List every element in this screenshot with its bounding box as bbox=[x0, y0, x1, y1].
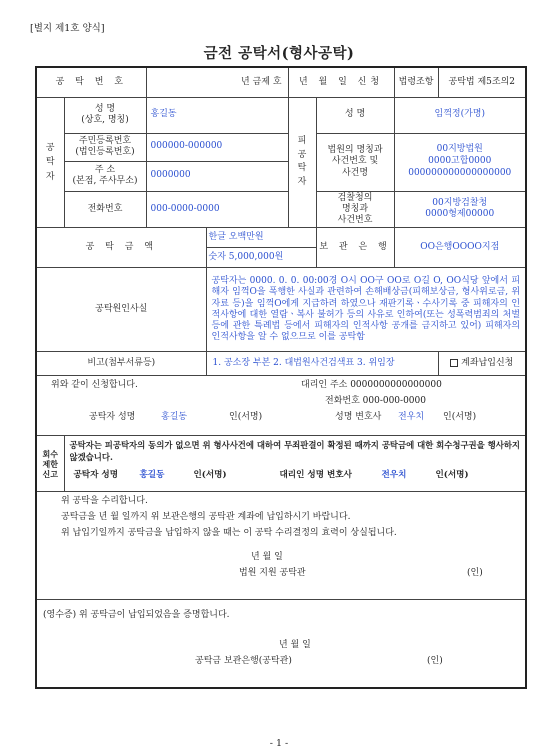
receipt-bank: 공탁금 보관은행(공탁관) bbox=[195, 656, 292, 667]
victim-section-label: 피 공 탁 자 bbox=[288, 97, 316, 228]
bank-label: 보 관 은 행 bbox=[316, 228, 394, 268]
court-label: 법원의 명칭과 사건번호 및 사건명 bbox=[316, 133, 394, 191]
deposit-number-label: 공 탁 번 호 bbox=[36, 67, 146, 97]
application-section bbox=[36, 376, 526, 436]
acceptance-court: 법원 지원 공탁관 bbox=[239, 568, 306, 579]
acceptance-date: 년 월 일 bbox=[251, 552, 283, 563]
depositor-address-label: 주 소 (본점, 주사무소) bbox=[64, 161, 146, 191]
victim-name-label: 성 명 bbox=[316, 97, 394, 133]
agent-address: 대리인 주소 0000000000000000 bbox=[301, 380, 442, 391]
page-number: - 1 - bbox=[269, 738, 289, 749]
depositor-phone-value: 000-0000-0000 bbox=[146, 191, 288, 228]
law-label: 법령조항 bbox=[394, 67, 438, 97]
withdrawal-depositor-seal: 인(서명) bbox=[193, 469, 227, 480]
depositor-phone-label: 전화번호 bbox=[64, 191, 146, 228]
receipt-line1: (영수증) 위 공탁금이 납입되었음을 증명합니다. bbox=[43, 610, 230, 621]
account-deposit-label: 계좌납입신청 bbox=[461, 358, 514, 369]
amount-digits: 숫자 5,000,000원 bbox=[206, 248, 316, 268]
acceptance-line2: 공탁금을 년 월 일까지 위 보관은행의 공탁관 계좌에 납입하시기 바랍니다. bbox=[61, 512, 351, 523]
withdrawal-text: 공탁자는 피공탁자의 동의가 없으면 위 형사사건에 대하여 무죄판결이 확정된 때까지 공탁금에 대한 회수청구권을 행사하지 않겠습니다. bbox=[69, 440, 521, 463]
prosecutor-case-number: 0000형제00000 bbox=[425, 209, 495, 220]
withdrawal-label: 회수제한 신고 bbox=[36, 436, 64, 492]
acceptance-section bbox=[36, 492, 526, 600]
bank-value: OO은행OOOO지점 bbox=[394, 228, 526, 268]
depositor-signature-label: 공탁자 성명 bbox=[89, 412, 136, 423]
depositor-section-label: 공 탁 자 bbox=[36, 97, 64, 228]
depositor-name-label: 성 명 (상호, 명칭) bbox=[64, 97, 146, 133]
withdrawal-depositor-label: 공탁자 성명 bbox=[73, 469, 118, 480]
victim-name-value: 임꺽정(가명) bbox=[394, 97, 526, 133]
withdrawal-agent-label: 대리인 성명 변호사 bbox=[279, 469, 352, 480]
agent-seal: 인(서명) bbox=[443, 412, 477, 423]
depositor-name-value: 홍길동 bbox=[146, 97, 288, 133]
acceptance-line3: 위 납입기일까지 공탁금을 납입하지 않을 때는 이 공탁 수리결정의 효력이 상실됩니다. bbox=[61, 528, 397, 539]
prosecutor-value bbox=[394, 191, 526, 228]
acceptance-line1: 위 공탁을 수리합니다. bbox=[61, 496, 148, 507]
agent-name: 전우치 bbox=[398, 412, 425, 423]
agent-phone: 전화번호 000-000-0000 bbox=[325, 396, 426, 407]
cause-text: 공탁자는 0000. 0. 0. 00:00경 O시 OO구 OO로 O길 O, OO식당 앞에서 피해자 임꺽O을 폭행한 사실과 관련하여 손해배상금(피해보상금, 형사위로금, 위자료 등)을 임꺽O에게 지급하려 하였으나 재판기록ㆍ수사기록 중 피해자의 인적사항에 대한 열람ㆍ복사 불허가 등의 사유로 인하여(또는 성폭력범죄의 처벌 등에 관한 특례법 등에서 피해자의 인적사항 공개를 금지하고 있어) 피해자의 인적사항을 알 수 없으므로 이를 공탁함 bbox=[206, 268, 526, 352]
depositor-signature-name: 홍길동 bbox=[161, 412, 188, 423]
law-value: 공탁법 제5조의2 bbox=[438, 67, 526, 97]
court-name: 00지방법원 bbox=[436, 144, 483, 155]
depositor-id-value: 000000-000000 bbox=[146, 133, 288, 161]
form-tag: [별지 제1호 양식] bbox=[30, 23, 105, 34]
remarks-value: 1. 공소장 부본 2. 대법원사건검색표 3. 위임장 bbox=[206, 352, 438, 376]
withdrawal-agent-name: 전우치 bbox=[381, 469, 407, 480]
deposit-number-value: 년 금제 호 bbox=[146, 67, 288, 97]
court-case-name: 000000000000000000 bbox=[408, 167, 512, 178]
withdrawal-section bbox=[64, 436, 526, 492]
depositor-id-label: 주민등록번호 (법인등록번호) bbox=[64, 133, 146, 161]
agent-name-label: 성명 변호사 bbox=[335, 412, 382, 423]
withdrawal-depositor-name: 홍길동 bbox=[139, 469, 165, 480]
prosecutor-office: 00지방검찰청 bbox=[432, 198, 488, 209]
receipt-seal: (인) bbox=[427, 656, 443, 667]
application-statement: 위와 같이 신청합니다. bbox=[51, 380, 138, 391]
page-title: 금전 공탁서(형사공탁) bbox=[203, 45, 355, 62]
account-deposit-checkbox[interactable] bbox=[450, 359, 458, 367]
receipt-date: 년 월 일 bbox=[279, 640, 311, 651]
court-value bbox=[394, 133, 526, 191]
cause-label: 공탁원인사실 bbox=[36, 268, 206, 352]
remarks-label: 비고(첨부서류등) bbox=[36, 352, 206, 376]
amount-label: 공 탁 금 액 bbox=[36, 228, 206, 268]
account-deposit-option[interactable] bbox=[438, 352, 526, 376]
acceptance-seal: (인) bbox=[467, 568, 483, 579]
deposit-form-table bbox=[35, 66, 527, 689]
receipt-section bbox=[36, 600, 526, 688]
court-case-number: 0000고합0000 bbox=[428, 156, 492, 167]
prosecutor-label: 검찰청의 명칭과 사건번호 bbox=[316, 191, 394, 228]
depositor-seal: 인(서명) bbox=[229, 412, 263, 423]
depositor-address-value: 0000000 bbox=[146, 161, 288, 191]
amount-hangul: 한글 오백만원 bbox=[206, 228, 316, 248]
application-date: 년 월 일 신청 bbox=[288, 67, 394, 97]
withdrawal-agent-seal: 인(서명) bbox=[435, 469, 469, 480]
